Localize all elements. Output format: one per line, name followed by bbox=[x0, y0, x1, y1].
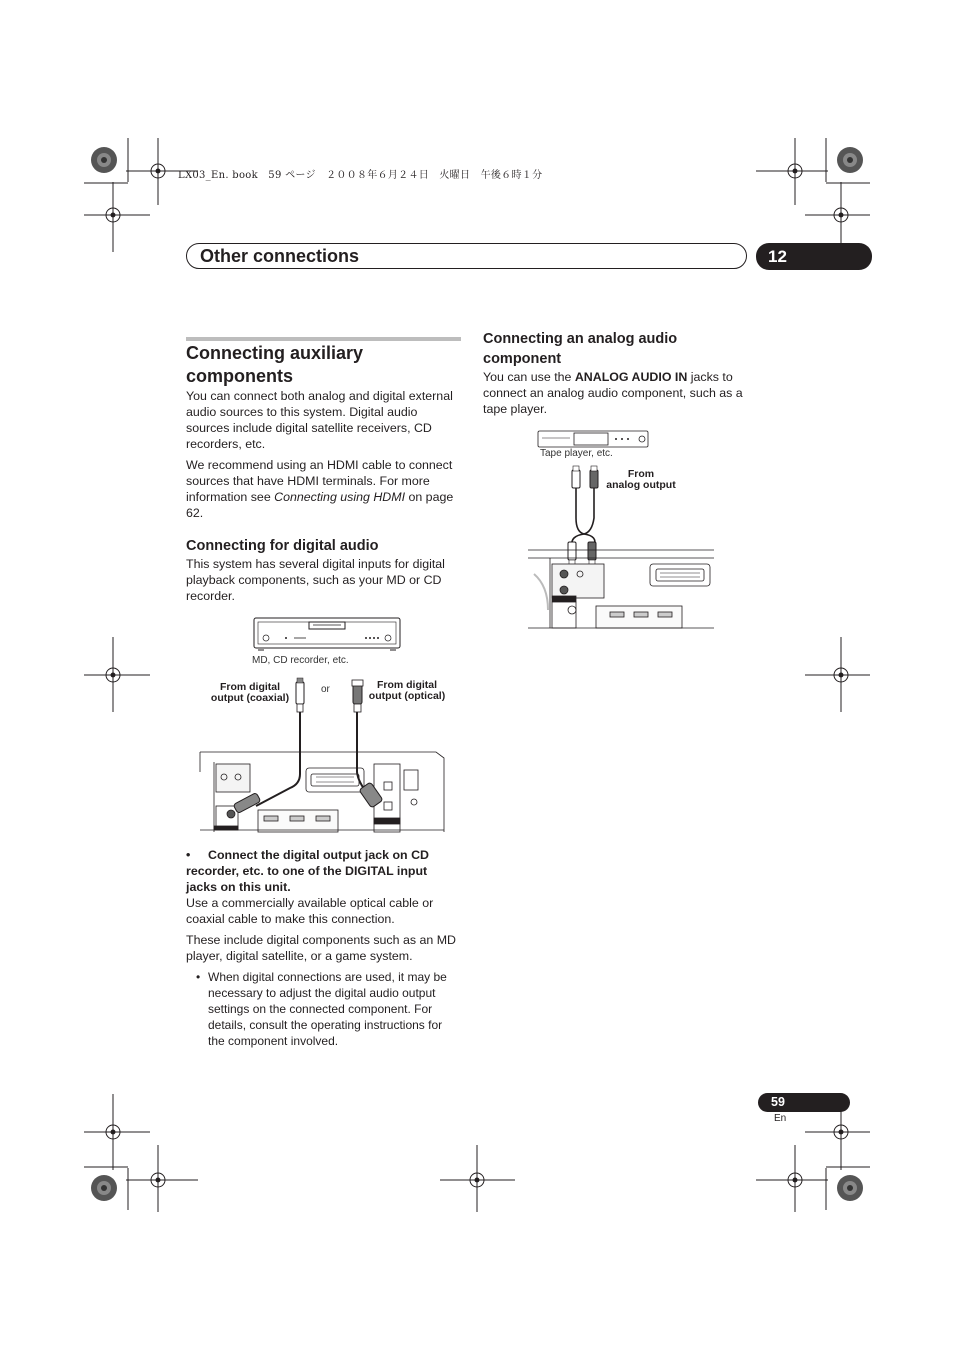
analog-audio-in-term: ANALOG AUDIO IN bbox=[574, 370, 688, 384]
step-bullet: • bbox=[186, 848, 191, 862]
digital-components-paragraph: These include digital components such as an MD player, digital satellite, or a game system. bbox=[186, 933, 456, 963]
section-title-rule bbox=[186, 337, 461, 341]
note-bullet: • bbox=[196, 970, 201, 984]
page-header-title: Other connections bbox=[200, 246, 360, 266]
section-title: Connecting auxiliary components bbox=[186, 343, 364, 386]
analog-audio-paragraph bbox=[483, 369, 758, 417]
analog-text-a: You can use the bbox=[483, 370, 575, 384]
tape-player-illustration bbox=[538, 431, 648, 447]
coaxial-label-line2: output (coaxial) bbox=[210, 692, 290, 704]
page-number: 59 bbox=[758, 1093, 850, 1112]
cd-recorder-label: MD, CD recorder, etc. bbox=[252, 655, 349, 666]
chapter-number-badge: 12 bbox=[756, 243, 872, 270]
hdmi-paragraph bbox=[186, 457, 458, 521]
cd-recorder-illustration bbox=[254, 618, 400, 650]
unit-rear-panel-analog bbox=[528, 550, 714, 628]
analog-output-label bbox=[600, 469, 682, 491]
digital-audio-paragraph: This system has several digital inputs for digital playback components, such as your MD or CD recorder. bbox=[186, 557, 445, 603]
analog-text-b: jacks to connect an analog audio component, such as a tape player. bbox=[483, 370, 743, 416]
unit-rear-panel-digital bbox=[200, 752, 444, 832]
tape-player-label: Tape player, etc. bbox=[540, 448, 613, 459]
optical-label-line2: output (optical) bbox=[368, 690, 446, 702]
analog-audio-heading: Connecting an analog audio component bbox=[483, 331, 678, 367]
or-label: or bbox=[321, 684, 330, 695]
intro-paragraph: You can connect both analog and digital external audio sources to this system. Digital audio sources include digital satellite receivers, CD recorders, etc. bbox=[186, 389, 453, 451]
step-detail: Use a commercially available optical cable or coaxial cable to make this connection. bbox=[186, 896, 434, 926]
optical-label-line1: From digital bbox=[376, 679, 438, 691]
page-language: En bbox=[774, 1113, 787, 1124]
hdmi-text-b: on page 62. bbox=[186, 490, 454, 520]
coaxial-output-label bbox=[208, 682, 292, 704]
step-instruction: Connect the digital output jack on CD recorder, etc. to one of the DIGITAL input jacks on this unit. bbox=[186, 848, 429, 894]
print-job-header: LX03_En. book 59 ページ ２００８年６月２４日 火曜日 午後６時１分 bbox=[178, 170, 543, 181]
optical-output-label bbox=[365, 680, 449, 702]
analog-label-line1: From bbox=[627, 468, 655, 480]
note-paragraph: When digital connections are used, it may be necessary to adjust the digital audio output settings on the connected component. For details, consult the operating instructions for the component involved. bbox=[208, 970, 447, 1048]
digital-connection-diagram bbox=[198, 612, 448, 836]
hdmi-cross-reference: Connecting using HDMI bbox=[274, 490, 406, 504]
hdmi-text-a: We recommend using an HDMI cable to connect sources that have HDMI terminals. For more information see bbox=[186, 458, 453, 504]
digital-audio-heading: Connecting for digital audio bbox=[186, 538, 379, 554]
analog-label-line2: analog output bbox=[606, 479, 676, 491]
coaxial-label-line1: From digital bbox=[219, 681, 281, 693]
